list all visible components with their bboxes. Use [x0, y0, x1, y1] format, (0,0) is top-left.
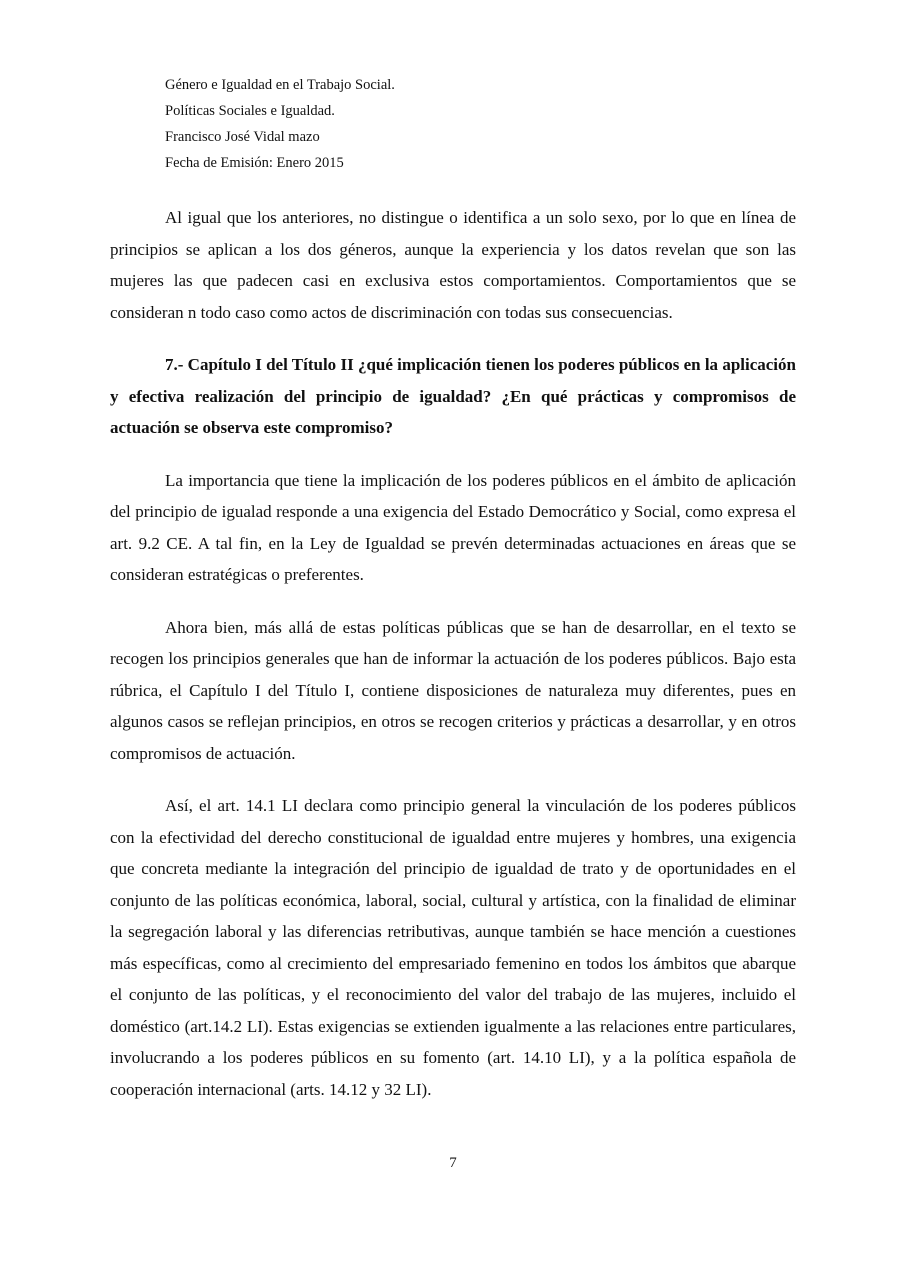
paragraph-1: Al igual que los anteriores, no distingue o identifica a un solo sexo, por lo que en línea de principios se aplican a los dos géneros, aunque la experiencia y los datos revelan que son las mujeres las que padecen casi en exclusiva estos comportamientos. Comportamientos que se consideran n todo caso como actos de discriminación con todas sus consecuencias. [110, 208, 796, 322]
document-content [110, 72, 796, 1126]
header-line-author: Francisco José Vidal mazo [165, 129, 320, 145]
paragraph-3: Ahora bien, más allá de estas políticas públicas que se han de desarrollar, en el texto se recogen los principios generales que han de informar la actuación de los poderes públicos. Bajo esta rúbrica, el Capítulo I del Título I, contiene disposiciones de naturaleza muy diferentes, pues en algunos casos se reflejan principios, en otros se recogen criterios y prácticas a desarrollar, y en otros compromisos de actuación. [110, 617, 796, 763]
paragraph-2: La importancia que tiene la implicación de los poderes públicos en el ámbito de aplicación del principio de igualad responde a una exigencia del Estado Democrático y Social, como expresa el art. 9.2 CE. A tal fin, en la Ley de Igualdad se prevén determinadas actuaciones en áreas que se consideran estratégicas o preferentes. [110, 470, 796, 584]
header-line-subtitle: Políticas Sociales e Igualdad. [165, 103, 335, 119]
page-number: 7 [449, 1155, 457, 1171]
section-heading: 7.- Capítulo I del Título II ¿qué implicación tienen los poderes públicos en la aplicación y efectiva realización del principio de igualdad? ¿En qué prácticas y compromisos de actuación se observa este compromiso? [110, 355, 796, 437]
header-line-date: Fecha de Emisión: Enero 2015 [165, 155, 344, 171]
paragraph-4: Así, el art. 14.1 LI declara como principio general la vinculación de los poderes públicos con la efectividad del derecho constitucional de igualdad entre mujeres y hombres, una exigencia que concreta mediante la integración del principio de igualdad de trato y de oportunidades en el conjunto de las políticas económica, laboral, social, cultural y artística, con la finalidad de eliminar la segregación laboral y las diferencias retributivas, aunque también se hace mención a cuestiones más específicas, como al crecimiento del empresariado femenino en todos los ámbitos que abarque el conjunto de las políticas, y el reconocimiento del valor del trabajo de las mujeres, incluido el doméstico (art.14.2 LI). Estas exigencias se extienden igualmente a las relaciones entre particulares, involucrando a los poderes públicos en su fomento (art. 14.10 LI), y a la política española de cooperación internacional (arts. 14.12 y 32 LI). [110, 796, 796, 1099]
document-header [165, 72, 796, 176]
header-line-title: Género e Igualdad en el Trabajo Social. [165, 77, 395, 93]
